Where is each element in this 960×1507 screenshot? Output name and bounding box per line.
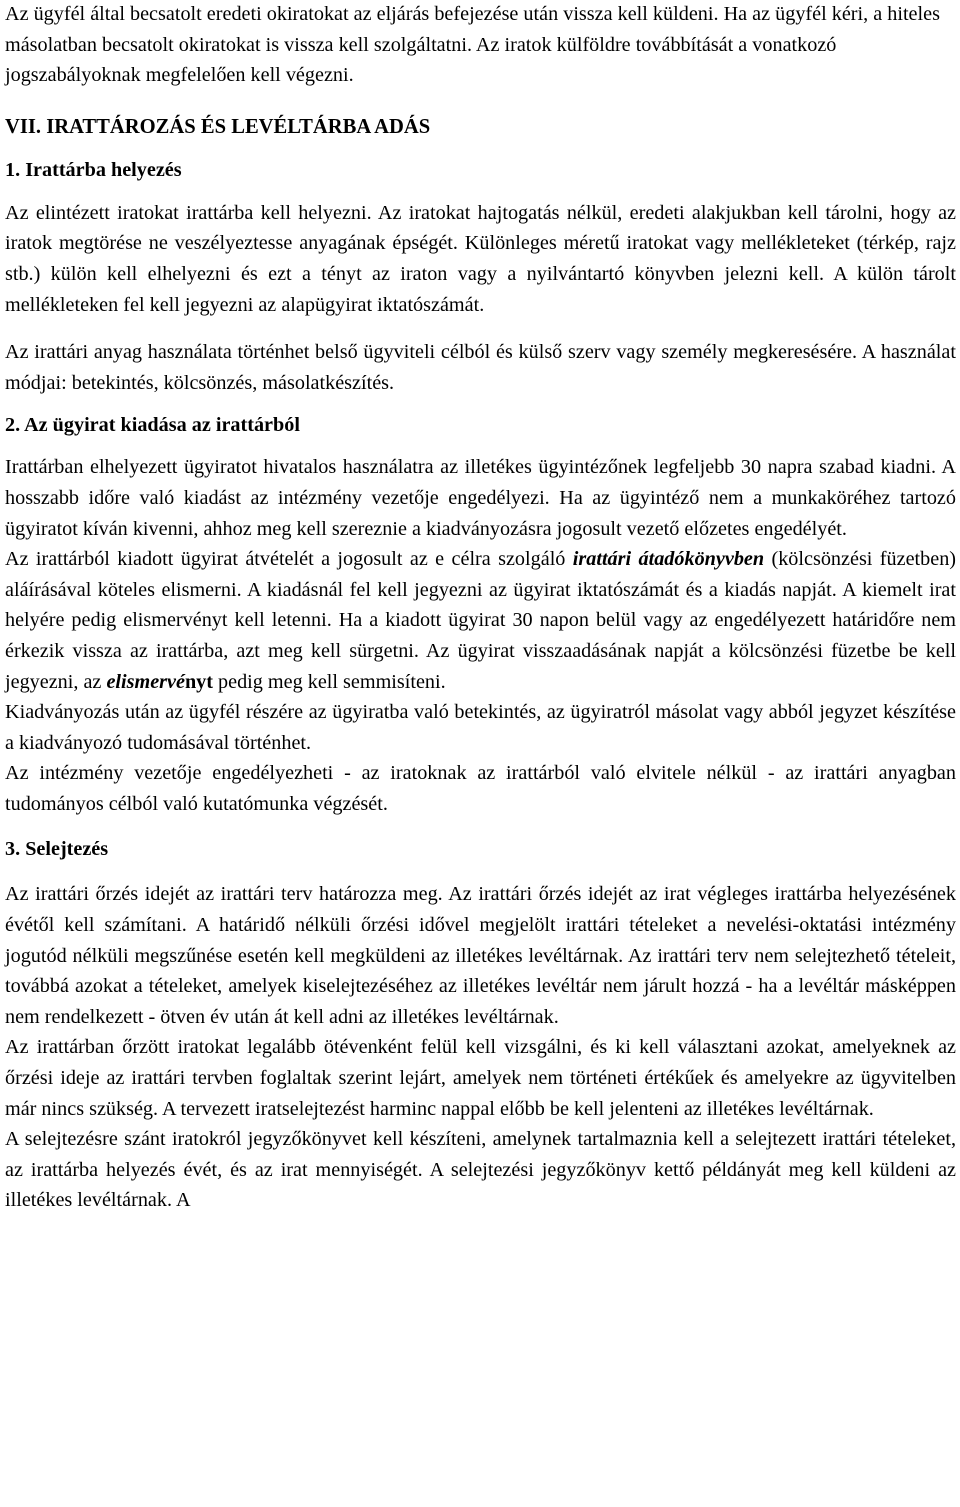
- section-2-paragraph-2-text-c: (kölcsönzési füzetben) aláírásával köteles elismerni. A kiadásnál fel kell jegyezni az ügyirat iktatószámát és a kiadás napját. A kiemelt irat helyére pedig elismervényt kell letenni. Ha a kiadott ügyirat 30 napon belül vagy az engedélyezett határidőre nem érkezik vissza az irattárba, azt meg kell sürgetni. Az ügyirat visszaadásának napját a kölcsönzési füzetbe be kell jegyezni, az: [5, 548, 957, 693]
- section-2-paragraph-4: Az intézmény vezetője engedélyezheti - az iratoknak az irattárból való elvitele nélkül - az irattári anyagban tudományos célból való kutatómunka végzését.: [5, 762, 956, 815]
- section-1-heading: 1. Irattárba helyezés: [5, 158, 182, 181]
- section-2-heading: 2. Az ügyirat kiadása az irattárból: [5, 414, 300, 437]
- section-3-paragraph-3: A selejtezésre szánt iratokról jegyzőkönyvet kell készíteni, amelynek tartalmaznia kell a selejtezett irattári tételeket, az irattárba helyezés évét, és az irat mennyiségét. A selejtezési jegyzőkönyv kettő példányát meg kell küldeni az illetékes levéltárnak. A: [5, 1128, 956, 1212]
- section-2-paragraph-3: Kiadványozás után az ügyfél részére az ügyiratba való betekintés, az ügyiratról másolat vagy abból jegyzet készítése a kiadványozó tudomásával történhet.: [5, 701, 956, 754]
- section-1-paragraph-2: Az irattári anyag használata történhet belső ügyviteli célból és külső szerv vagy személy megkeresésére. A használat módjai: betekintés, kölcsönzés, másolatkészítés.: [5, 341, 956, 394]
- section-1-paragraph-1: Az elintézett iratokat irattárba kell helyezni. Az iratokat hajtogatás nélkül, eredeti alakjukban kell tárolni, hogy az iratok megtörése ne veszélyeztesse anyagának épségét. Különleges méretű iratokat vagy mellékleteket (térkép, rajz stb.) külön kell elhelyezni és ezt a tényt az iraton vagy a nyilvántartó könyvben jelezni kell. A külön tárolt mellékleteken fel kell jegyezni az alapügyirat iktatószámát.: [5, 201, 956, 316]
- section-3-heading: 3. Selejtezés: [5, 838, 109, 861]
- section-3-paragraph-1: Az irattári őrzés idejét az irattári terv határozza meg. Az irattári őrzés idejét az irat végleges irattárba helyezésének évétől kell számítani. A határidő nélküli őrzési idővel megjelölt irattári tételeket a nevelési-oktatási intézmény jogutód nélküli megszűnése esetén kell megküldeni az illetékes levéltárnak. Az irattári terv nem selejtezhető tételeit, továbbá azokat a tételeket, amelyek kiselejtezéséhez az illetékes levéltár nem járult hozzá - ha a levéltár másképpen nem rendelkezett - ötven év után át kell adni az illetékes levéltárnak.: [5, 883, 956, 1028]
- emphasis-elismerveny: elismervé: [106, 670, 185, 693]
- emphasis-elismerveny-suffix: nyt: [184, 670, 213, 693]
- chapter-heading: VII. IRATTÁROZÁS ÉS LEVÉLTÁRBA ADÁS: [5, 115, 431, 138]
- section-3-paragraph-2: Az irattárban őrzött iratokat legalább ötévenként felül kell vizsgálni, és ki kell választani azokat, amelyeknek az őrzési ideje az irattári tervben foglaltak szerint lejárt, amelyek nem történeti értékűek és amelyekre az ügyvitelben már nincs szükség. A tervezett iratselejtezést harminc nappal előbb be kell jelenteni az illetékes levéltárnak.: [5, 1036, 956, 1120]
- section-2-paragraph-2-text-a: Az irattárból kiadott ügyirat átvételét a jogosult az e célra szolgáló: [5, 548, 573, 571]
- section-2-paragraph-1: Irattárban elhelyezett ügyiratot hivatalos használatra az illetékes ügyintézőnek legfeljebb 30 napra szabad kiadni. A hosszabb időre való kiadást az intézmény vezetője engedélyezi. Ha az ügyintéző nem a munkaköréhez tartozó ügyiratot kíván kivenni, ahhoz meg kell szereznie a kiadványozásra jogosult vezető előzetes engedélyét.: [5, 456, 956, 540]
- intro-paragraph: Az ügyfél által becsatolt eredeti okiratokat az eljárás befejezése után vissza kell küldeni. Ha az ügyfél kéri, a hiteles másolatban becsatolt okiratokat is vissza kell szolgáltatni. Az iratok külföldre továbbítását a vonatkozó jogszabályoknak megfelelően kell végezni.: [5, 3, 940, 87]
- section-2-paragraph-2-text-f: pedig meg kell semmisíteni.: [212, 670, 446, 693]
- emphasis-atadokonyv: irattári átadókönyvben: [572, 548, 765, 571]
- section-2-paragraph-2: [5, 544, 956, 697]
